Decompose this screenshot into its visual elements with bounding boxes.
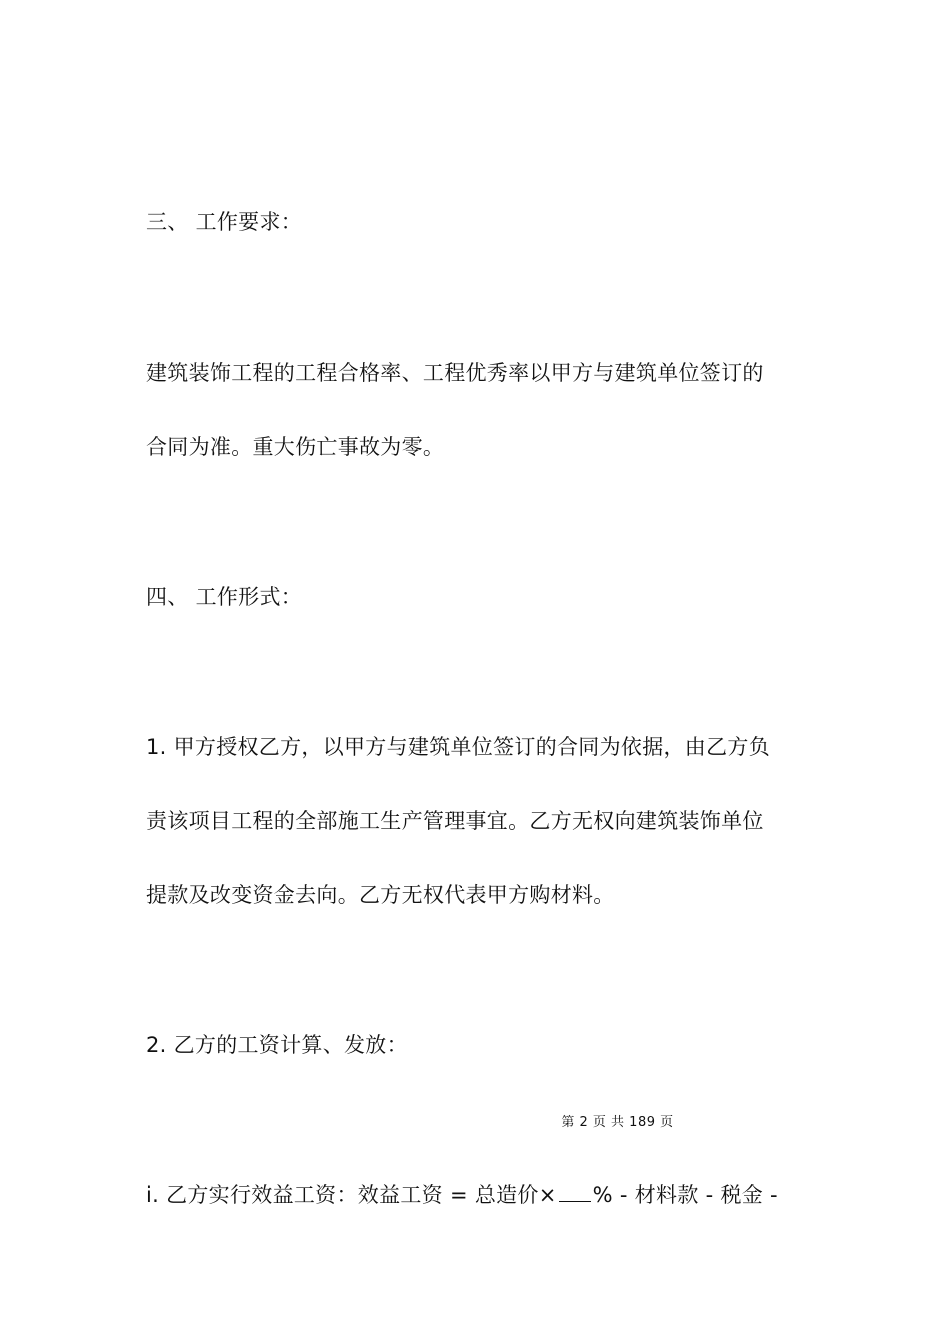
section-3-paragraph-line-2: 合同为准。重大伤亡事故为零。 [146, 435, 445, 459]
item-2-line-1: 2. 乙方的工资计算、发放： [146, 1033, 408, 1057]
section-3-heading: 三、 工作要求： [146, 210, 303, 234]
item-i-line [146, 1180, 816, 1210]
item-1-line-1: 1. 甲方授权乙方，以甲方与建筑单位签订的合同为依据，由乙方负 [146, 735, 771, 759]
item-1-line-3: 提款及改变资金去向。乙方无权代表甲方购材料。 [146, 883, 615, 907]
item-1-line-2: 责该项目工程的全部施工生产管理事宜。乙方无权向建筑装饰单位 [146, 809, 764, 833]
percentage-blank [559, 1181, 591, 1202]
section-4-heading: 四、 工作形式： [146, 585, 303, 609]
section-3-paragraph-line-1: 建筑装饰工程的工程合格率、工程优秀率以甲方与建筑单位签订的 [146, 361, 764, 385]
page-footer: 第 2 页 共 189 页 [561, 1115, 674, 1130]
item-i-suffix: % - 材料款 - 税金 - [592, 1183, 778, 1207]
item-i-prefix: i. 乙方实行效益工资：效益工资 = 总造价× [146, 1183, 557, 1207]
